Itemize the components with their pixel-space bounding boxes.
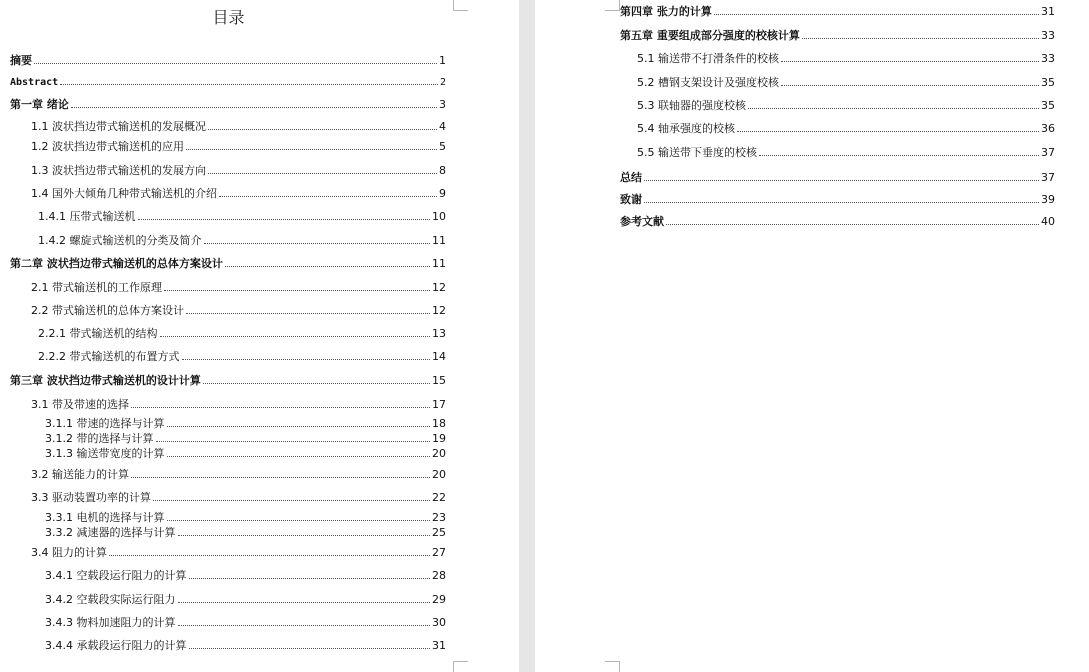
toc-entry-section[interactable]: 1.4 国外大倾角几种带式输送机的介绍 9	[31, 187, 446, 200]
toc-entry-section[interactable]: 3.2 输送能力的计算 20	[31, 468, 446, 481]
toc-entry-subsection[interactable]: 1.4.2 螺旋式输送机的分类及简介 11	[38, 234, 446, 247]
toc-entry-chapter[interactable]: 参考文献 40	[620, 215, 1055, 228]
toc-entry-section[interactable]: 1.1 波状挡边带式输送机的发展概况 4	[31, 120, 446, 133]
toc-entry-subsection[interactable]: 1.4.1 压带式输送机 10	[38, 210, 446, 223]
toc-entry-chapter[interactable]: 总结 37	[620, 171, 1055, 184]
toc-entry-subsection[interactable]: 3.3.1 电机的选择与计算 23	[45, 511, 446, 524]
margin-corner-mark	[453, 661, 468, 672]
toc-entry-section[interactable]: 5.5 输送带下垂度的校核 37	[637, 146, 1055, 159]
toc-entry-subsection[interactable]: 3.4.3 物料加速阻力的计算 30	[45, 616, 446, 629]
toc-entry-section[interactable]: 3.1 带及带速的选择 17	[31, 398, 446, 411]
toc-entry-section[interactable]: 5.1 输送带不打滑条件的校核 33	[637, 52, 1055, 65]
toc-entry-subsection[interactable]: 2.2.1 带式输送机的结构 13	[38, 327, 446, 340]
toc-entry-chapter[interactable]: 第一章 绪论 3	[10, 98, 446, 111]
toc-entry-chapter[interactable]: 致谢 39	[620, 193, 1055, 206]
toc-entry-section[interactable]: 2.1 带式输送机的工作原理 12	[31, 281, 446, 294]
toc-entry-subsection[interactable]: 3.4.1 空载段运行阻力的计算 28	[45, 569, 446, 582]
toc-entry-chapter[interactable]: Abstract 2	[10, 77, 446, 88]
document-page-left	[0, 0, 519, 672]
margin-corner-mark	[605, 0, 620, 11]
toc-entry-subsection[interactable]: 3.4.4 承载段运行阻力的计算 31	[45, 639, 446, 652]
toc-entry-section[interactable]: 5.4 轴承强度的校核 36	[637, 122, 1055, 135]
toc-entry-subsection[interactable]: 3.4.2 空载段实际运行阻力 29	[45, 593, 446, 606]
toc-title: 目录	[212, 8, 245, 27]
toc-entry-subsection[interactable]: 3.1.2 带的选择与计算 19	[45, 432, 446, 445]
toc-entry-subsection[interactable]: 3.1.1 带速的选择与计算 18	[45, 417, 446, 430]
toc-entry-chapter[interactable]: 第四章 张力的计算 31	[620, 5, 1055, 18]
toc-entry-subsection[interactable]: 3.1.3 输送带宽度的计算 20	[45, 447, 446, 460]
toc-entry-section[interactable]: 2.2 带式输送机的总体方案设计 12	[31, 304, 446, 317]
toc-entry-section[interactable]: 5.2 槽钢支架设计及强度校核 35	[637, 76, 1055, 89]
toc-entry-chapter[interactable]: 第五章 重要组成部分强度的校核计算 33	[620, 29, 1055, 42]
toc-entry-section[interactable]: 1.2 波状挡边带式输送机的应用 5	[31, 140, 446, 153]
toc-entry-section[interactable]: 1.3 波状挡边带式输送机的发展方向 8	[31, 164, 446, 177]
toc-entry-chapter[interactable]: 第三章 波状挡边带式输送机的设计计算 15	[10, 374, 446, 387]
toc-entry-section[interactable]: 5.3 联轴器的强度校核 35	[637, 99, 1055, 112]
toc-entry-subsection[interactable]: 3.3.2 减速器的选择与计算 25	[45, 526, 446, 539]
toc-entry-section[interactable]: 3.4 阻力的计算 27	[31, 546, 446, 559]
toc-entry-section[interactable]: 3.3 驱动装置功率的计算 22	[31, 491, 446, 504]
document-page-right	[535, 0, 1089, 672]
toc-entry-chapter[interactable]: 摘要 1	[10, 54, 446, 67]
margin-corner-mark	[605, 661, 620, 672]
toc-entry-subsection[interactable]: 2.2.2 带式输送机的布置方式 14	[38, 350, 446, 363]
toc-entry-chapter[interactable]: 第二章 波状挡边带式输送机的总体方案设计 11	[10, 257, 446, 270]
